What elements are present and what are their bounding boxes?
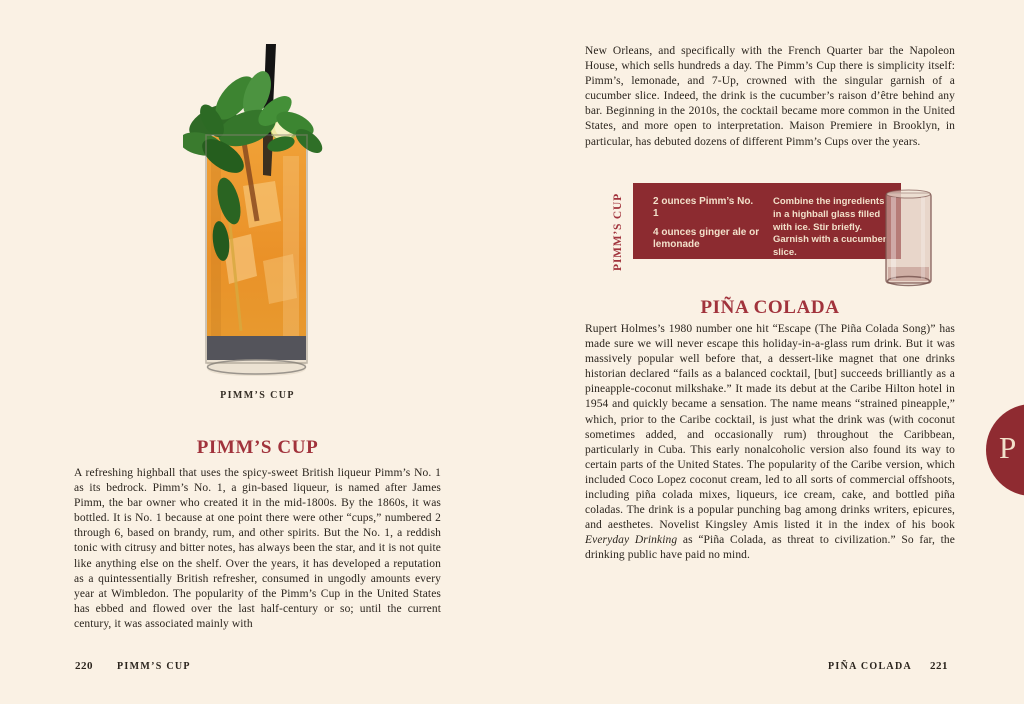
left-body-paragraph: A refreshing highball that uses the spicy-sweet British liqueur Pimm’s No. 1 as its bedrock. Pimm’s No. 1, a gin-based liqueur, is named after James Pimm, the bar owner who created it in the mid-1800s. By the 1860s, it was bottled. It is No. 1 because at one point there were other “cups,” numbered 2 through 6, based on brandy, rum, and other spirits. But the No. 1, a reddish tonic with citrusy and bitter notes, has always been the star, and it is not quite like anything else on the shelf. Over the years, it has developed a reputation as a quintessentially British refresher, consumed in ungodly amounts every year at Wimbledon. The popularity of the Pimm’s Cup in the United States has ebbed and flowed over the last half-century or so; until the current century, it was associated mainly with [74,467,441,630]
recipe-ingredients [653,196,761,258]
left-footer [75,656,191,674]
ingredient-line: 4 ounces ginger ale or lemonade [653,227,760,250]
ingredient-line: 2 ounces Pimm’s No. 1 [653,196,754,219]
right-body-paragraph [585,322,955,564]
highball-glass-icon [879,187,939,290]
page-number: 221 [930,660,948,672]
right-intro-paragraph: New Orleans, and specifically with the French Quarter bar the Napoleon House, which sells hundreds a day. The Pimm’s Cup there is simplicity itself: Pimm’s, lemonade, and 7-Up, crowned with the singular garnish of a cucumber slice. Indeed, the drink is the cucumber’s raison d’être behind any bar. Beginning in the 2010s, the cocktail became more common in the United States, and more open to interpretation. Maison Premiere in Brooklyn, in particular, has debuted dozens of different Pimm’s Cups over the years. [585,45,955,148]
thumb-index-letter: P [999,430,1017,465]
left-page-title: PIMM’S CUP [196,437,319,458]
book-title-italic: Everyday Drinking [585,534,678,547]
illustration-caption: PIMM’S CUP [220,390,295,401]
pimms-cup-cocktail-illustration [183,36,335,376]
recipe-box [633,183,901,259]
right-footer [828,656,948,674]
body-text-run: as “Piña Colada, as threat to civilization.” So far, the drinking public have paid no mind. [585,534,955,562]
recipe-instructions: Combine the ingredients in a highball glass filled with ice. Stir briefly. Garnish with a cucumber slice. [773,196,887,259]
body-text-run: Rupert Holmes’s 1980 number one hit “Escape (The Piña Colada Song)” has made sure we will never escape this holiday-in-a-glass rum drink. But it was massively popular well before that, a dessert-like magnet that one drinks historian declared “fails as a balanced cocktail, [but] succeeds brilliantly as a pineapple-coconut milkshake.” It made its debut at the Caribe Hilton hotel in 1954 and quickly became a sensation. The name means “strained pineapple,” which, prior to the Caribe cocktail, is just what the drink was (with coconut sometimes added, and occasionally rum) throughout the Caribbean, particularly in Cuba. This early nonalcoholic version also found its way to certain parts of the United States. The popularity of the Caribe version, which included Coco Lopez coconut cream, led to all sorts of commercial offshoots, including piña colada mixes, liqueurs, ice cream, cake, and bottled piña coladas. The drink is a popular punching bag among drinks writers, epicures, and aesthetes. Novelist Kingsley Amis listed it in the index of his book [585,323,955,532]
page-number: 220 [75,660,93,672]
recipe-side-label: PIMM’S CUP [612,193,624,271]
running-header: PIÑA COLADA [827,661,912,672]
right-page-title: PIÑA COLADA [700,297,840,318]
running-header: PIMM’S CUP [117,661,191,672]
